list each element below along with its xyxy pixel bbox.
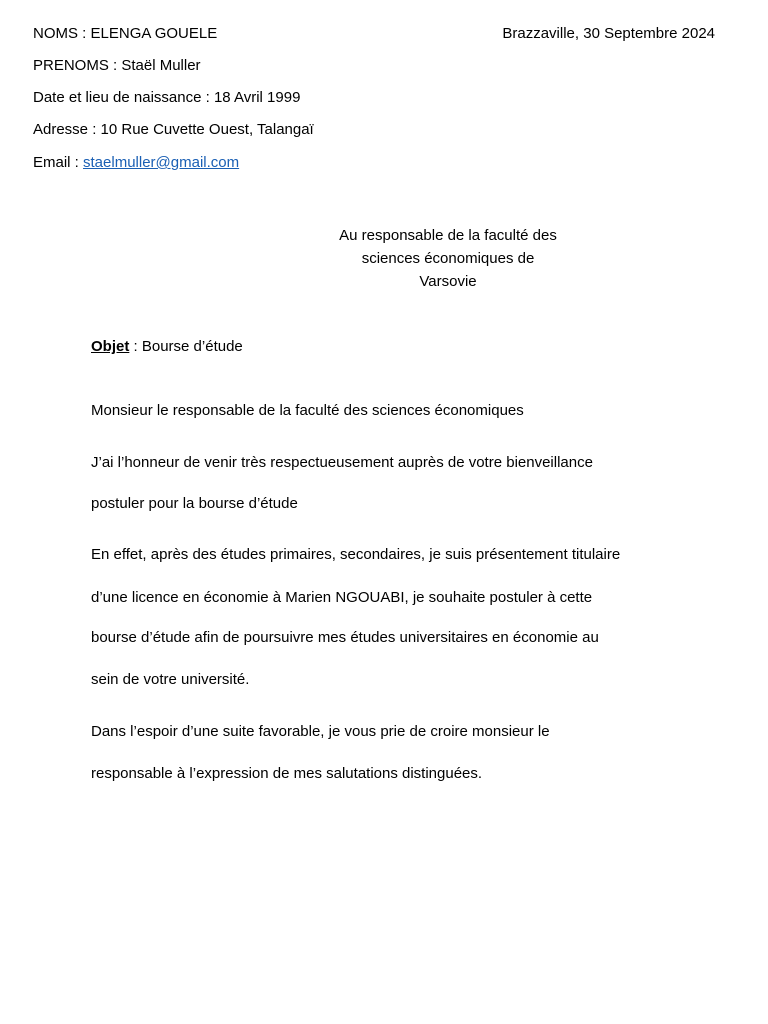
- paragraph-2-line-4: sein de votre université.: [91, 671, 250, 688]
- naissance-value: 18 Avril 1999: [213, 89, 301, 106]
- paragraph-2-line-2: d’une licence en économie à Marien NGOUABI, je souhaite postuler à cette: [91, 589, 593, 606]
- noms-label: NOMS :: [33, 25, 91, 42]
- noms-value: ELENGA GOUELE: [90, 25, 218, 42]
- naissance-line: [33, 89, 300, 107]
- recipient-block: [300, 224, 596, 293]
- prenoms-label: PRENOMS :: [33, 57, 122, 74]
- prenoms-value: Staël Muller: [121, 57, 201, 74]
- paragraph-3-line-2: responsable à l’expression de mes salutations distinguées.: [91, 765, 483, 782]
- prenoms-line: [33, 57, 201, 75]
- subject-value: Bourse d’étude: [141, 338, 243, 355]
- paragraph-1-line-2: postuler pour la bourse d’étude: [91, 495, 298, 512]
- email-label: Email :: [33, 154, 84, 171]
- paragraph-3-line-1: Dans l’espoir d’une suite favorable, je vous prie de croire monsieur le: [91, 723, 550, 740]
- noms-line: [33, 25, 217, 43]
- paragraph-2-line-1: En effet, après des études primaires, secondaires, je suis présentement titulaire: [91, 546, 621, 563]
- recipient-line-2: sciences économiques de: [361, 250, 535, 267]
- adresse-line: [33, 121, 314, 139]
- adresse-value: 10 Rue Cuvette Ouest, Talangaï: [100, 121, 314, 138]
- recipient-line-1: Au responsable de la faculté des: [339, 227, 557, 244]
- subject-line: [91, 338, 243, 356]
- salutation: Monsieur le responsable de la faculté des sciences économiques: [91, 402, 524, 419]
- email-link[interactable]: staelmuller@gmail.com: [83, 154, 240, 171]
- naissance-label: Date et lieu de naissance :: [33, 89, 214, 106]
- email-line: [33, 154, 239, 172]
- subject-label: Objet: [91, 338, 130, 355]
- subject-separator: :: [129, 338, 142, 355]
- paragraph-2-line-3: bourse d’étude afin de poursuivre mes études universitaires en économie au: [91, 629, 599, 646]
- recipient-line-3: Varsovie: [419, 273, 477, 290]
- adresse-label: Adresse :: [33, 121, 101, 138]
- paragraph-1-line-1: J’ai l’honneur de venir très respectueusement auprès de votre bienveillance: [91, 454, 593, 471]
- place-date: Brazzaville, 30 Septembre 2024: [502, 25, 715, 42]
